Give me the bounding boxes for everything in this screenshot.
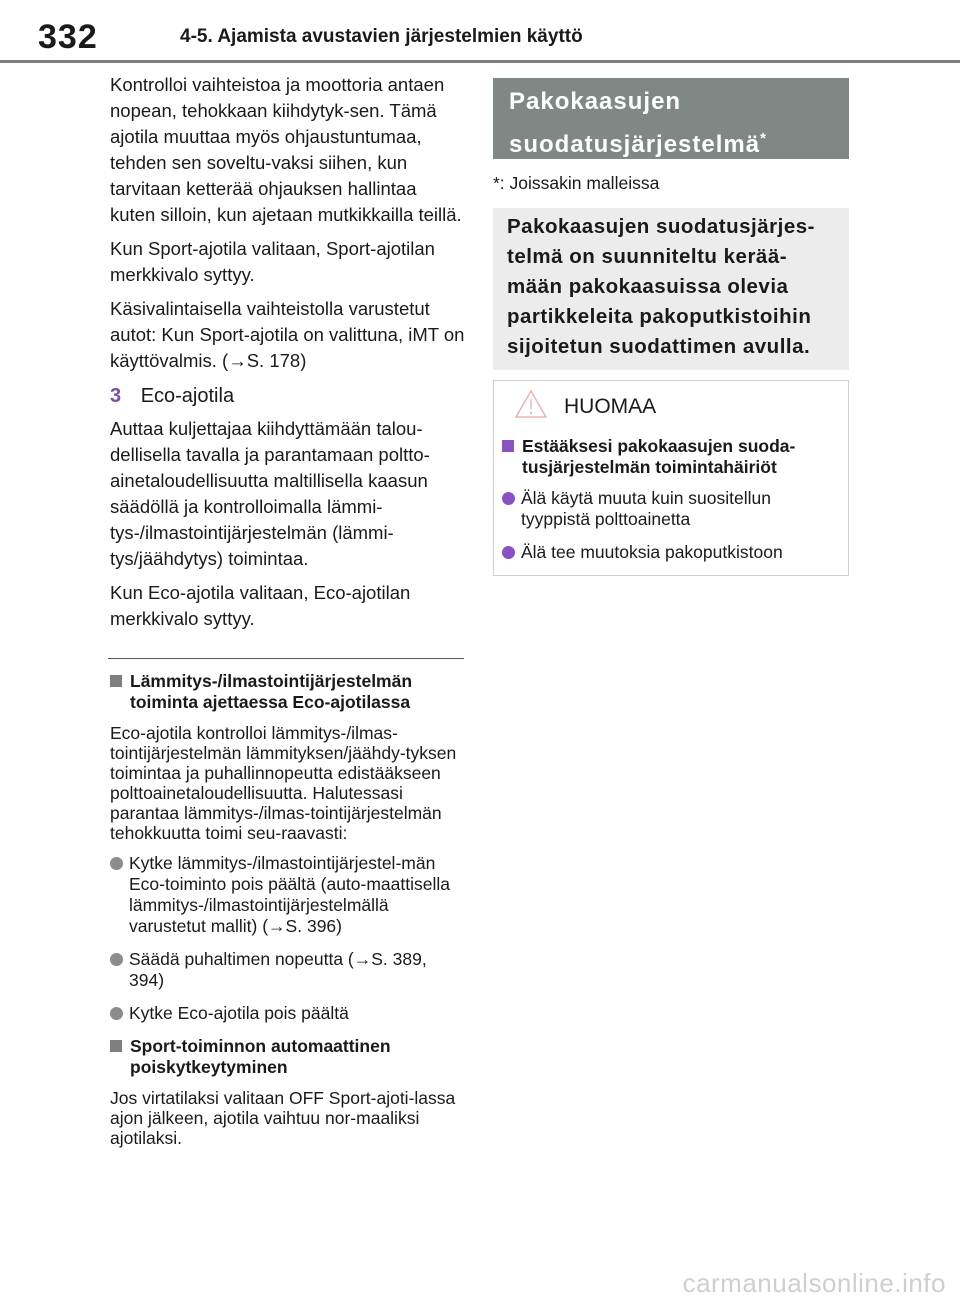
square-bullet-icon: [110, 675, 122, 687]
watermark: carmanualsonline.info: [682, 1268, 946, 1298]
step-title: Eco-ajotila: [140, 385, 235, 407]
sport-indicator-note: Kun Sport-ajotila valitaan, Sport-ajotilan merkkivalo syttyy.: [110, 238, 435, 285]
step-number: 3: [110, 385, 122, 407]
eco-indicator-note: Kun Eco-ajotila valitaan, Eco-ajotilan merkkivalo syttyy.: [110, 582, 411, 629]
footnote: *: Joissakin malleissa: [493, 173, 660, 193]
sport-auto-off-heading: Sport-toiminnon automaattinen poiskytkeytyminen: [110, 1036, 466, 1078]
intro-box: Pakokaasujen suodatusjärjes-telmä on suunniteltu kerää-mään pakokaasuissa olevia partikkeleita pakoputkistoihin sijoitetun suodattimen avulla.: [493, 208, 849, 370]
list-item: Säädä puhaltimen nopeutta (→S. 389, 394): [110, 949, 466, 991]
eco-mode-description: Auttaa kuljettajaa kiihdyttämään talou-dellisella tavalla ja parantamaan poltto-ainetaloudellisuutta maltillisella kaasun säädöllä ja kontrolloimalla lämmi-tys-/ilmastointijärjestelmän (lämmi-tys/jäähdytys) toimintaa.: [110, 418, 430, 569]
page-number: 332: [38, 18, 98, 56]
list-item: Kytke Eco-ajotila pois päältä: [110, 1003, 466, 1024]
warning-triangle-icon: [514, 389, 548, 424]
sport-auto-off-text: Jos virtatilaksi valitaan OFF Sport-ajoti-lassa ajon jälkeen, ajotila vaihtuu nor-maaliksi ajotilaksi.: [110, 1088, 456, 1148]
sport-mode-description: Kontrolloi vaihteistoa ja moottoria antaen nopean, tehokkaan kiihdytyk-sen. Tämä ajotila muuttaa myös ohjaustuntumaa, tehden sen soveltu-vaksi siihen, kun tarvitaan ketterää ohjauksen hallintaa kuten silloin, kun ajetaan mutkikkailla teillä.: [110, 74, 462, 225]
notice-header: [502, 389, 840, 424]
climate-eco-heading: Lämmitys-/ilmastointijärjestelmän toiminta ajettaessa Eco-ajotilassa: [110, 671, 466, 713]
circle-bullet-icon: [502, 546, 515, 559]
notice-box: [493, 380, 849, 576]
eco-mode-heading: [110, 382, 466, 410]
page-header-title: 4-5. Ajamista avustavien järjestelmien käyttö: [180, 26, 583, 47]
list-item: Älä tee muutoksia pakoputkistoon: [502, 542, 840, 563]
asterisk: *: [760, 130, 767, 147]
circle-bullet-icon: [110, 857, 123, 870]
left-column: [110, 72, 466, 1158]
list-item: Kytke lämmitys-/ilmastointijärjestel-män Eco-toiminto pois päältä (auto-maattisella lämmitys-/ilmastointijärjestelmällä varustetut mallit) (→S. 396): [110, 853, 466, 937]
list-item: Älä käytä muuta kuin suositellun tyyppistä polttoainetta: [502, 488, 840, 530]
section-divider: [108, 658, 464, 659]
square-bullet-icon: [502, 440, 514, 452]
square-bullet-icon: [110, 1040, 122, 1052]
circle-bullet-icon: [110, 953, 123, 966]
header-rule: [0, 60, 960, 63]
notice-title: HUOMAA: [564, 394, 657, 418]
climate-eco-text: Eco-ajotila kontrolloi lämmitys-/ilmas-tointijärjestelmän lämmityksen/jäähdy-tyksen toimintaa ja puhallinnopeutta edistääkseen polttoainetaloudellisuutta. Halutessasi parantaa lämmitys-/ilmas-tointijärjestelmän tehokkuutta toimi seu-raavasti:: [110, 723, 457, 843]
circle-bullet-icon: [110, 1007, 123, 1020]
circle-bullet-icon: [502, 492, 515, 505]
right-column: [493, 78, 849, 576]
section-title: Pakokaasujen suodatusjärjestelmä*: [493, 78, 849, 159]
imt-note: Käsivalintaisella vaihteistolla varustetut autot: Kun Sport-ajotila on valittuna, iMT on käyttövalmis. (→S. 178): [110, 298, 465, 371]
notice-heading: Estääksesi pakokaasujen suoda-tusjärjestelmän toimintahäiriöt: [502, 436, 840, 478]
